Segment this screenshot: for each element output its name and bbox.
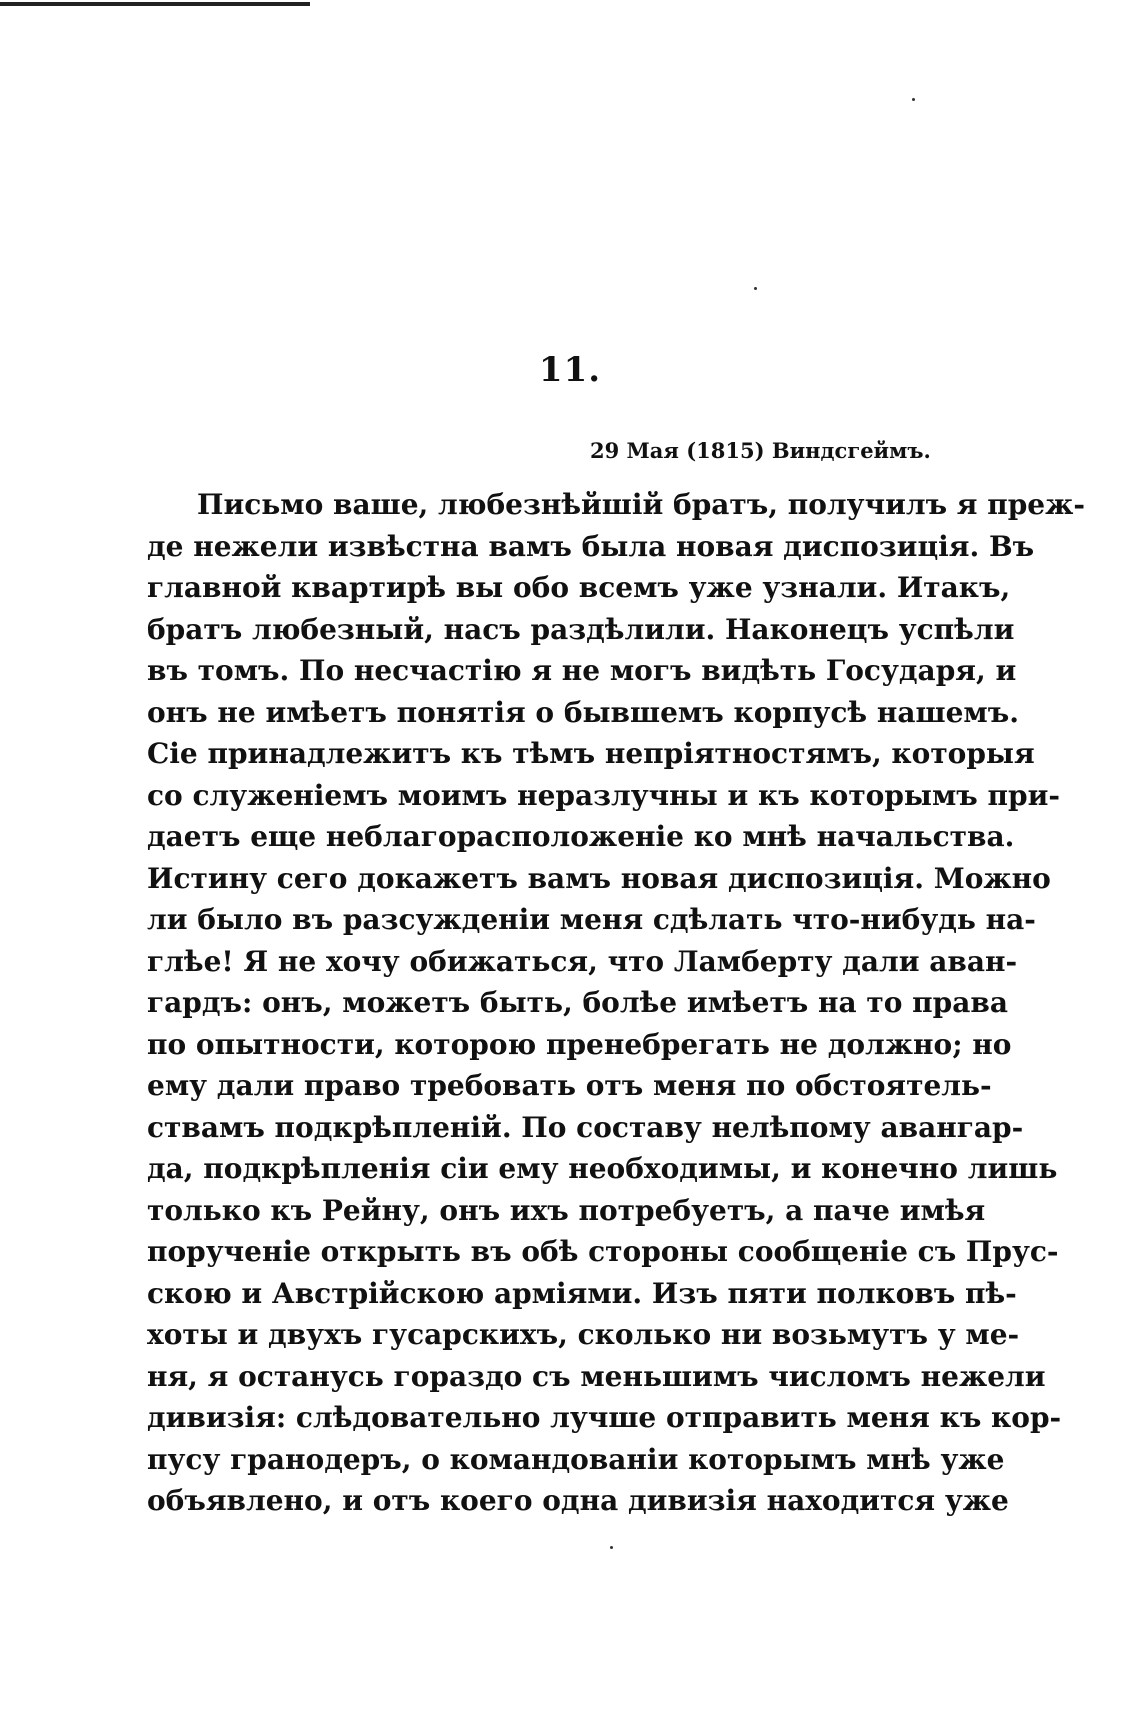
print-speck	[610, 1546, 613, 1549]
text-line: Письмо ваше, любезнѣйшій братъ, получилъ я преж-	[197, 488, 1086, 521]
text-line: ствамъ подкрѣпленій. По составу нелѣпому авангар-	[147, 1110, 1024, 1144]
top-border-rule	[0, 2, 310, 6]
print-speck	[912, 98, 915, 101]
text-line: скою и Австрійскою арміями. Изъ пяти полковъ пѣ-	[147, 1276, 1017, 1310]
dateline: 29 Мая (1815) Виндсгеймъ.	[590, 438, 931, 463]
text-line: ему дали право требовать отъ меня по обстоятель-	[147, 1069, 992, 1102]
text-line: ня, я останусь гораздо съ меньшимъ числомъ нежели	[147, 1359, 1046, 1393]
text-line: дивизія: слѣдовательно лучше отправить меня къ кор-	[147, 1401, 1062, 1434]
text-line: братъ любезный, насъ раздѣлили. Наконецъ успѣли	[147, 612, 1015, 646]
letter-body	[147, 484, 1086, 1522]
text-line: гардъ: онъ, можетъ быть, болѣе имѣетъ на то права	[147, 986, 1008, 1019]
text-line: со служеніемъ моимъ неразлучны и къ которымъ при-	[147, 778, 1060, 812]
text-line: главной квартирѣ вы обо всемъ уже узнали. Итакъ,	[147, 571, 1011, 604]
text-line: пусу гранодеръ, о командованіи которымъ мнѣ уже	[147, 1442, 1005, 1476]
text-line: по опытности, которою пренебрегать не должно; но	[147, 1027, 1012, 1061]
text-line: Истину сего докажетъ вамъ новая диспозиція. Можно	[147, 861, 1051, 895]
text-line: хоты и двухъ гусарскихъ, сколько ни возьмутъ у ме-	[147, 1318, 1020, 1351]
text-line: де нежели извѣстна вамъ была новая диспозиція. Въ	[147, 529, 1035, 563]
text-line: въ томъ. По несчастію я не могъ видѣть Государя, и	[147, 654, 1017, 687]
text-line: глѣе! Я не хочу обижаться, что Ламберту дали аван-	[147, 944, 1018, 978]
text-line: объявлено, и отъ коего одна дивизія находится уже	[147, 1484, 1009, 1517]
text-line: порученіе открыть въ обѣ стороны сообщеніе съ Прус-	[147, 1235, 1059, 1268]
print-speck	[754, 287, 757, 290]
text-line: онъ не имѣетъ понятія о бывшемъ корпусѣ нашемъ.	[147, 695, 1019, 729]
text-line: даетъ еще неблагорасположеніе ко мнѣ начальства.	[147, 820, 1015, 853]
letter-number: 11.	[538, 350, 602, 390]
text-line: Сіе принадлежитъ къ тѣмъ непріятностямъ, которыя	[147, 737, 1035, 770]
text-line: да, подкрѣпленія сіи ему необходимы, и конечно лишь	[147, 1152, 1058, 1185]
text-line: только къ Рейну, онъ ихъ потребуетъ, а паче имѣя	[147, 1193, 986, 1227]
text-line: ли было въ разсужденіи меня сдѣлать что-нибудь на-	[147, 903, 1036, 936]
